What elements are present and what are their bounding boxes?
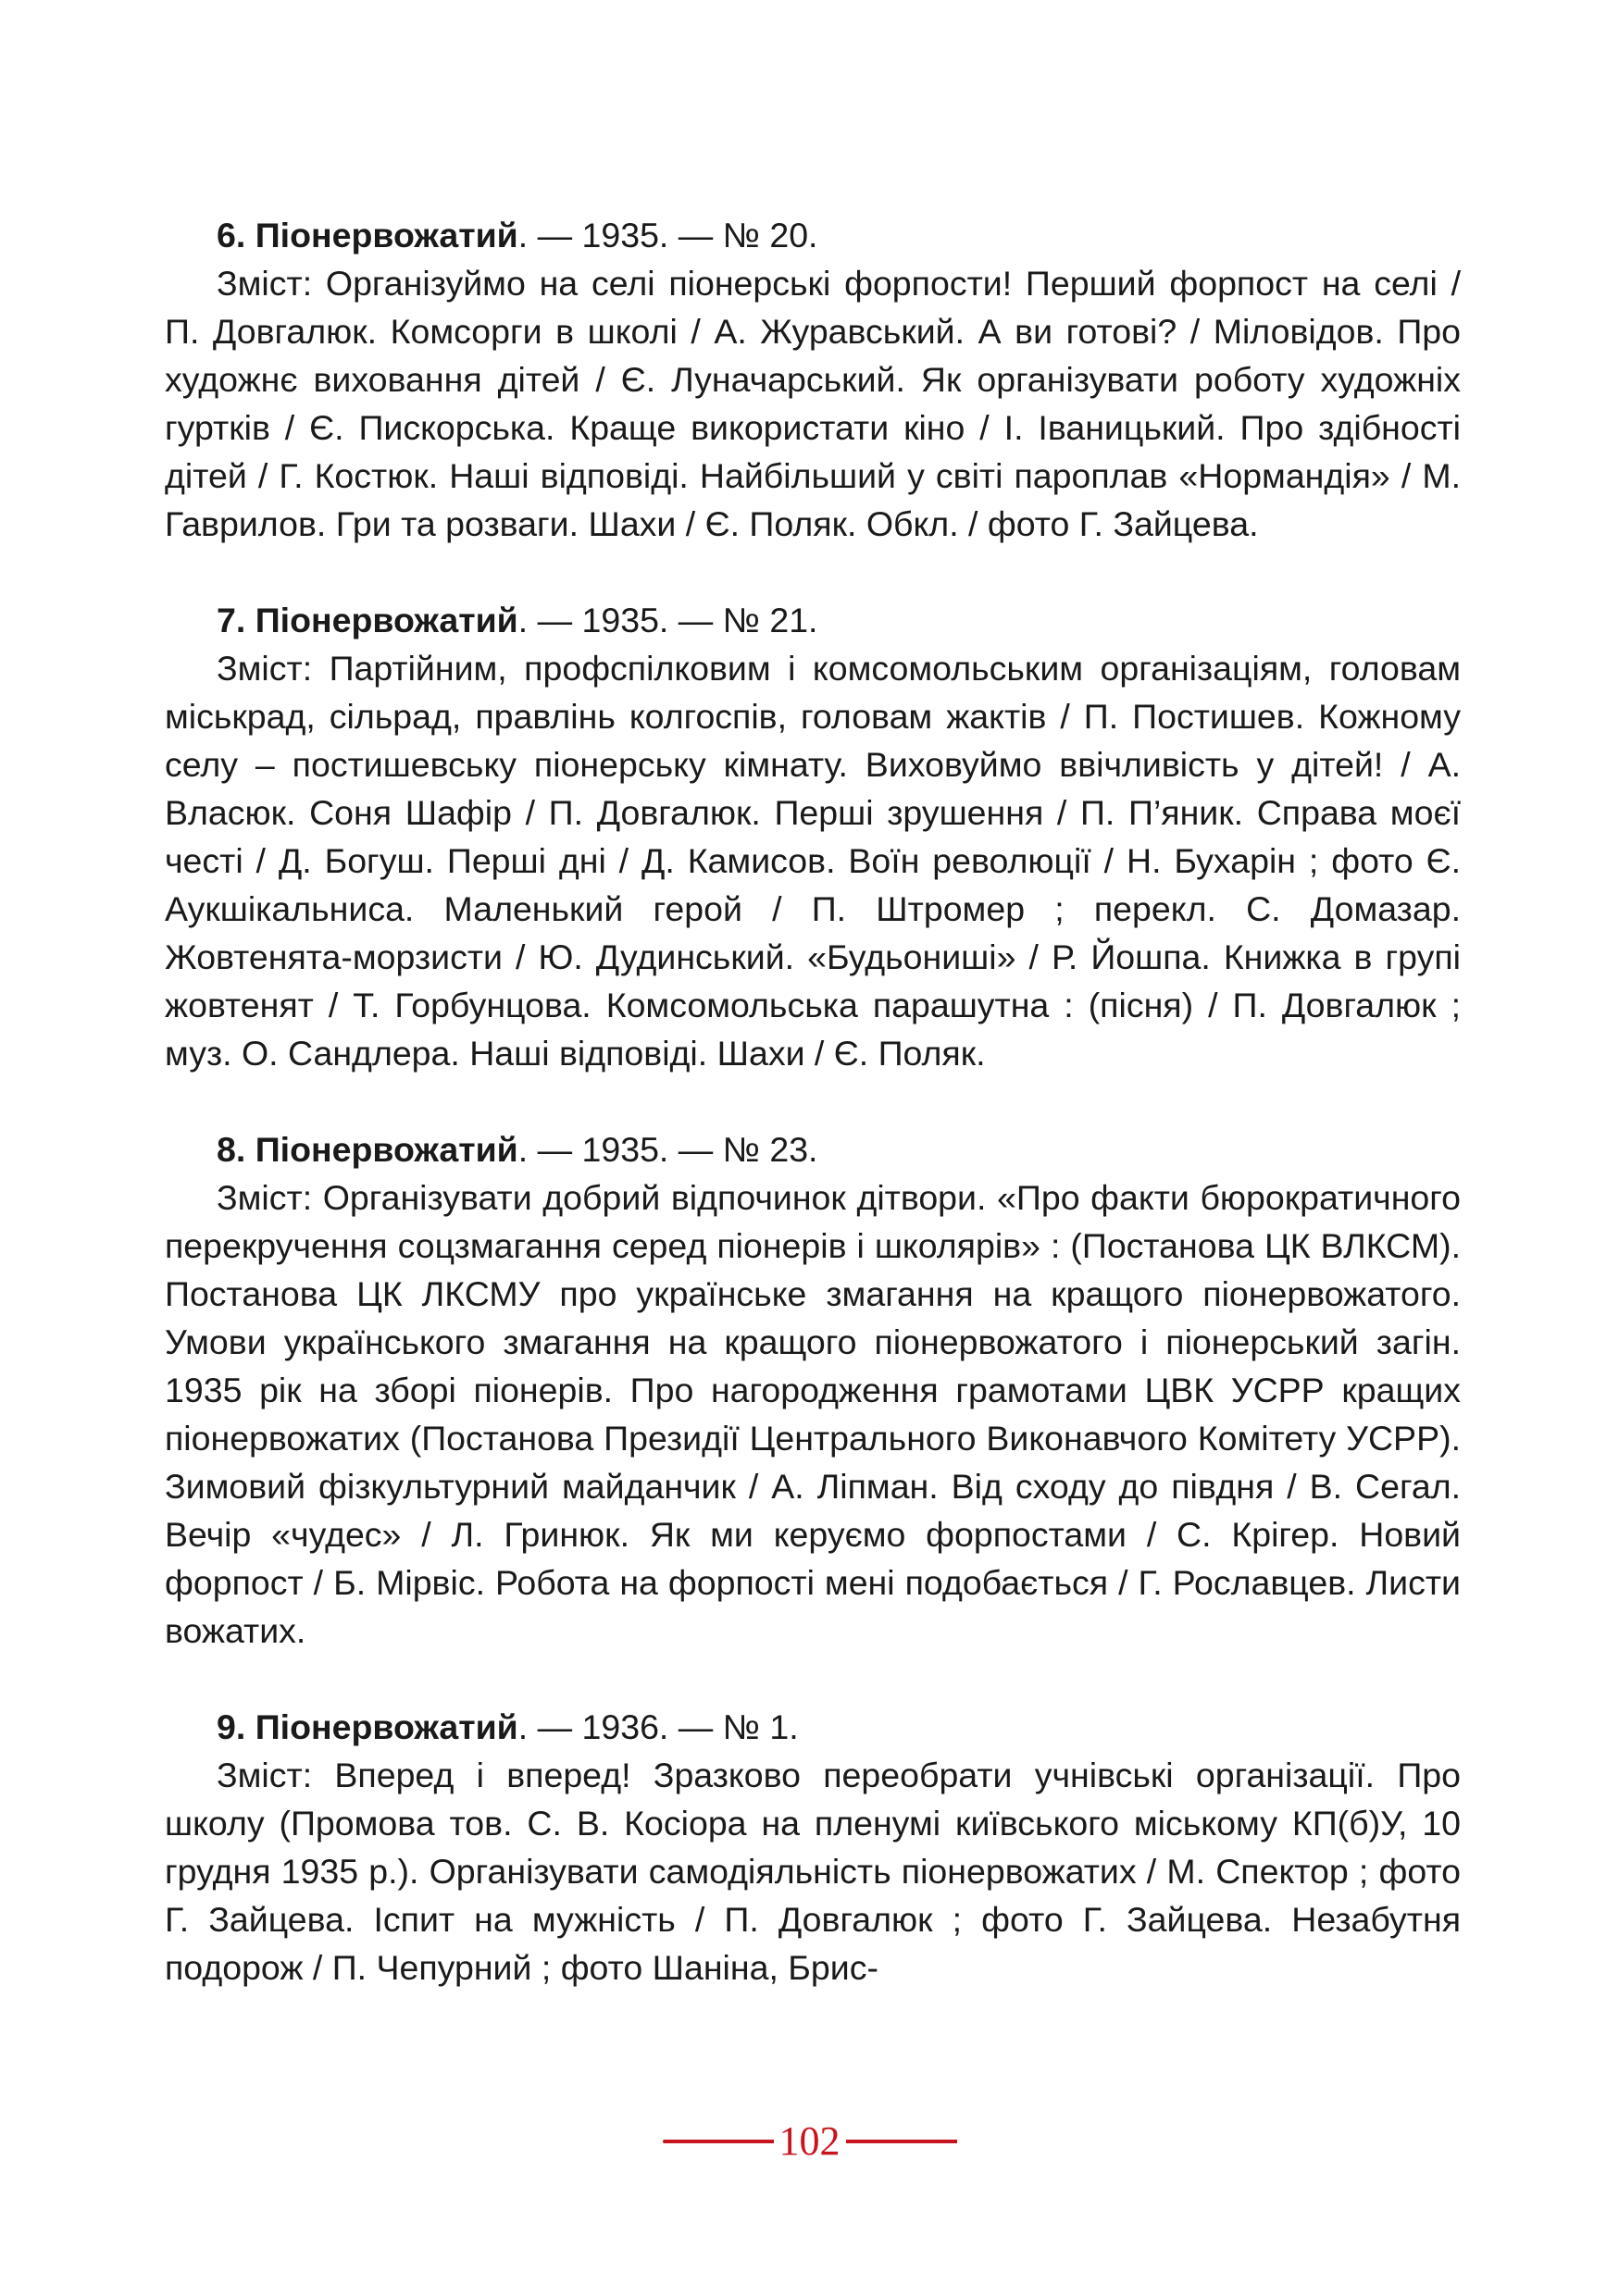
entry-title: Піонервожатий	[255, 216, 518, 254]
entry-number: 8.	[217, 1130, 246, 1169]
entry-heading	[165, 596, 1461, 644]
entry-meta: . — 1935. — № 20.	[517, 216, 818, 254]
bibliography-entry	[165, 1125, 1461, 1655]
bibliography-entry	[165, 211, 1461, 548]
entry-contents: Зміст: Вперед і вперед! Зразково переобрати учнівські організації. Про школу (Промова тов. С. В. Косіора на пленумі київського міському КП(б)У, 10 грудня 1935 р.). Організувати самодіяльність піонервожатих / М. Спектор ; фото Г. Зайцева. Іспит на мужність / П. Довгалюк ; фото Г. Зайцева. Незабутня подорож / П. Чепурний ; фото Шаніна, Брис-	[165, 1756, 1461, 1987]
entry-contents: Зміст: Організувати добрий відпочинок дітвори. «Про факти бюрократичного перекручення соцзмагання серед піонерів і школярів» : (Постанова ЦК ВЛКСМ). Постанова ЦК ЛКСМУ про українське змагання на кращого піонервожатого. Умови українського змагання на кращого піонервожатого і піонерський загін. 1935 рік на зборі піонерів. Про нагородження грамотами ЦВК УСРР кращих піонервожатих (Постанова Президії Центрального Виконавчого Комітету УСРР). Зимовий фізкультурний майданчик / А. Ліпман. Від сходу до півдня / В. Сегал. Вечір «чудес» / Л. Гринюк. Як ми керуємо форпостами / С. Крігер. Новий форпост / Б. Мірвіс. Робота на форпості мені подобається / Г. Рославцев. Листи вожатих.	[165, 1178, 1461, 1650]
entry-heading	[165, 1703, 1461, 1751]
entry-contents: Зміст: Організуймо на селі піонерські форпости! Перший форпост на селі / П. Довгалюк. Комсорги в школі / А. Журавський. А ви готові? / Міловідов. Про художнє виховання дітей / Є. Луначарський. Як організувати роботу художніх гуртків / Є. Пискорська. Краще використати кіно / І. Іваницький. Про здібності дітей / Г. Костюк. Наші відповіді. Найбільший у світі пароплав «Нормандія» / М. Гаврилов. Гри та розваги. Шахи / Є. Поляк. Обкл. / фото Г. Зайцева.	[165, 264, 1461, 543]
entry-meta: . — 1935. — № 21.	[517, 601, 818, 639]
entry-meta: . — 1936. — № 1.	[517, 1707, 799, 1746]
page-footer	[0, 2114, 1619, 2169]
entry-title: Піонервожатий	[255, 1130, 518, 1169]
entry-title: Піонервожатий	[255, 1707, 518, 1746]
bibliography-list	[165, 211, 1461, 2040]
entry-contents: Зміст: Партійним, профспілковим і комсомольським організаціям, головам міськрад, сільрад, правлінь колгоспів, головам жактів / П. Постишев. Кожному селу – постишевську піонерську кімнату. Виховуймо ввічливість у дітей! / А. Власюк. Соня Шафір / П. Довгалюк. Перші зрушення / П. П’яник. Справа моєї честі / Д. Богуш. Перші дні / Д. Камисов. Воїн революції / Н. Бухарін ; фото Є. Аукшікальниса. Маленький герой / П. Штромер ; перекл. С. Домазар. Жовтенята-морзисти / Ю. Дудинський. «Будьониші» / Р. Йошпа. Книжка в групі жовтенят / Т. Горбунцова. Комсомольська парашутна : (пісня) / П. Довгалюк ; муз. О. Сандлера. Наші відповіді. Шахи / Є. Поляк.	[165, 649, 1461, 1073]
bibliography-entry	[165, 596, 1461, 1077]
entry-title: Піонервожатий	[255, 601, 518, 639]
page-number: 102	[778, 2118, 841, 2164]
entry-number: 6.	[217, 216, 246, 254]
entry-number: 7.	[217, 601, 246, 639]
bibliography-entry	[165, 1703, 1461, 1992]
entry-heading	[165, 211, 1461, 259]
entry-meta: . — 1935. — № 23.	[517, 1130, 818, 1169]
footer-rule-right	[846, 2140, 957, 2143]
footer-rule-left	[663, 2140, 774, 2143]
entry-heading	[165, 1125, 1461, 1173]
entry-number: 9.	[217, 1707, 246, 1746]
